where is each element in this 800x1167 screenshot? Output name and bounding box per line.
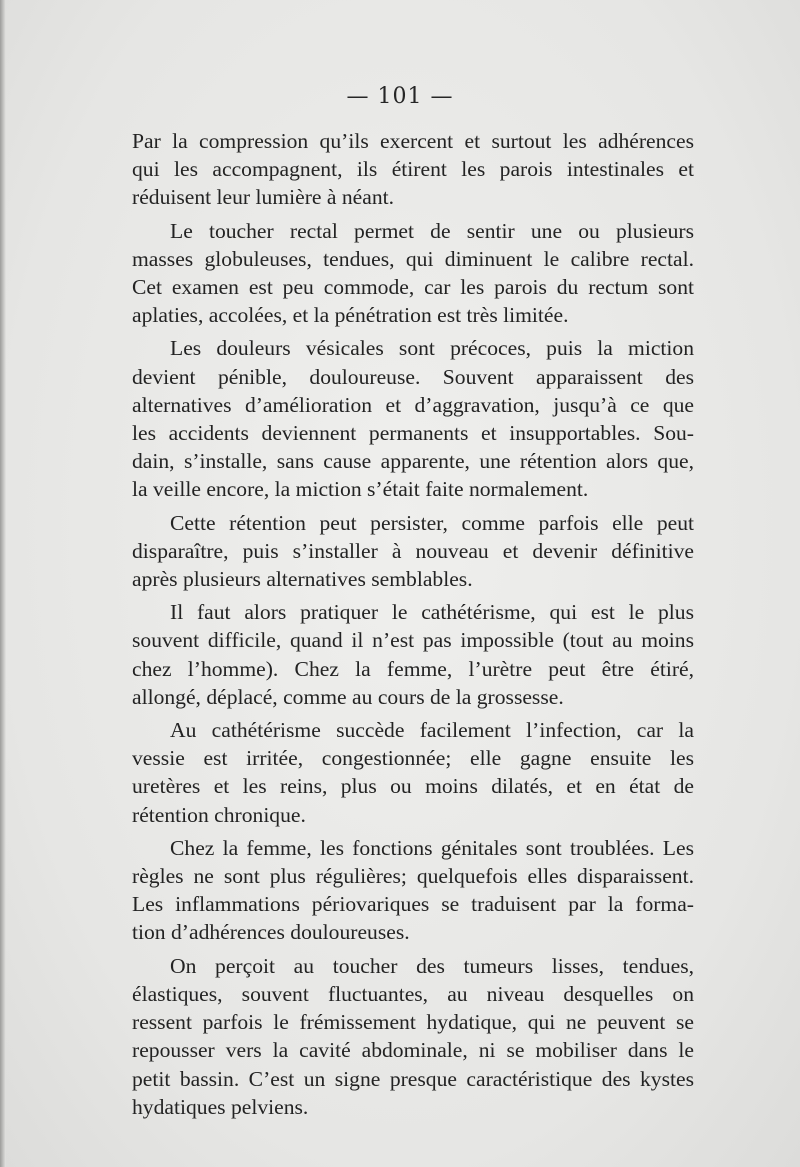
text-line: Chez la femme, les fonctions génitales sont troublées. Les bbox=[170, 835, 694, 860]
text-line: dain, s’installe, sans cause apparente, une rétention alors que, bbox=[132, 449, 694, 474]
text-line: uretères et les reins, plus ou moins dilatés, et en état de bbox=[132, 774, 694, 799]
paragraph bbox=[132, 127, 694, 212]
text-line: rétention chronique. bbox=[132, 802, 306, 827]
paragraph bbox=[132, 217, 694, 330]
text-line: Cette rétention peut persister, comme parfois elle peut bbox=[170, 510, 694, 535]
paragraph bbox=[132, 509, 694, 594]
paragraph bbox=[132, 834, 694, 947]
text-line: Il faut alors pratiquer le cathétérisme, qui est le plus bbox=[170, 600, 694, 625]
paragraph bbox=[132, 716, 694, 829]
text-line: repousser vers la cavité abdominale, ni se mobiliser dans le bbox=[132, 1038, 694, 1063]
text-line: allongé, déplacé, comme au cours de la grossesse. bbox=[132, 684, 564, 709]
text-line: chez l’homme). Chez la femme, l’urètre peut être étiré, bbox=[132, 656, 694, 681]
text-line: élastiques, souvent fluctuantes, au niveau desquelles on bbox=[132, 981, 694, 1006]
text-line: Par la compression qu’ils exercent et surtout les adhérences bbox=[132, 129, 694, 153]
paragraph bbox=[132, 598, 694, 711]
text-line: Le toucher rectal permet de sentir une ou plusieurs bbox=[170, 218, 694, 243]
text-line: Au cathétérisme succède facilement l’infection, car la bbox=[170, 718, 694, 743]
text-line: qui les accompagnent, ils étirent les parois intestinales et bbox=[132, 157, 694, 182]
text-line: tion d’adhérences douloureuses. bbox=[132, 920, 410, 945]
text-line: aplaties, accolées, et la pénétration est très limitée. bbox=[132, 303, 569, 328]
page-number: — 101 — bbox=[346, 84, 454, 109]
text-line: Les inflammations périovariques se traduisent par la forma- bbox=[132, 892, 694, 917]
page-edge-shadow bbox=[0, 0, 6, 1167]
text-line: souvent difficile, quand il n’est pas impossible (tout au moins bbox=[132, 628, 694, 653]
text-line: règles ne sont plus régulières; quelquefois elles disparaissent. bbox=[132, 864, 694, 889]
text-line: Cet examen est peu commode, car les parois du rectum sont bbox=[132, 275, 694, 300]
text-line: vessie est irritée, congestionnée; elle gagne ensuite les bbox=[132, 746, 694, 771]
text-line: devient pénible, douloureuse. Souvent apparaissent des bbox=[132, 364, 694, 389]
text-line: après plusieurs alternatives semblables. bbox=[132, 567, 473, 592]
text-line: petit bassin. C’est un signe presque caractéristique des kystes bbox=[132, 1066, 694, 1091]
text-line: alternatives d’amélioration et d’aggravation, jusqu’à ce que bbox=[132, 392, 694, 417]
text-line: ressent parfois le frémissement hydatique, qui ne peuvent se bbox=[132, 1010, 694, 1035]
body-text bbox=[132, 127, 694, 1121]
paragraph bbox=[132, 334, 694, 503]
text-line: réduisent leur lumière à néant. bbox=[132, 185, 395, 210]
text-line: les accidents deviennent permanents et insupportables. Sou- bbox=[132, 421, 694, 446]
paragraph bbox=[132, 952, 694, 1121]
text-line: masses globuleuses, tendues, qui diminuent le calibre rectal. bbox=[132, 246, 694, 271]
text-line: On perçoit au toucher des tumeurs lisses, tendues, bbox=[170, 953, 694, 978]
text-line: la veille encore, la miction s’était faite normalement. bbox=[132, 477, 589, 502]
text-line: disparaître, puis s’installer à nouveau et devenir définitive bbox=[132, 538, 694, 563]
text-line: Les douleurs vésicales sont précoces, puis la miction bbox=[170, 336, 694, 361]
text-line: hydatiques pelviens. bbox=[132, 1094, 309, 1119]
